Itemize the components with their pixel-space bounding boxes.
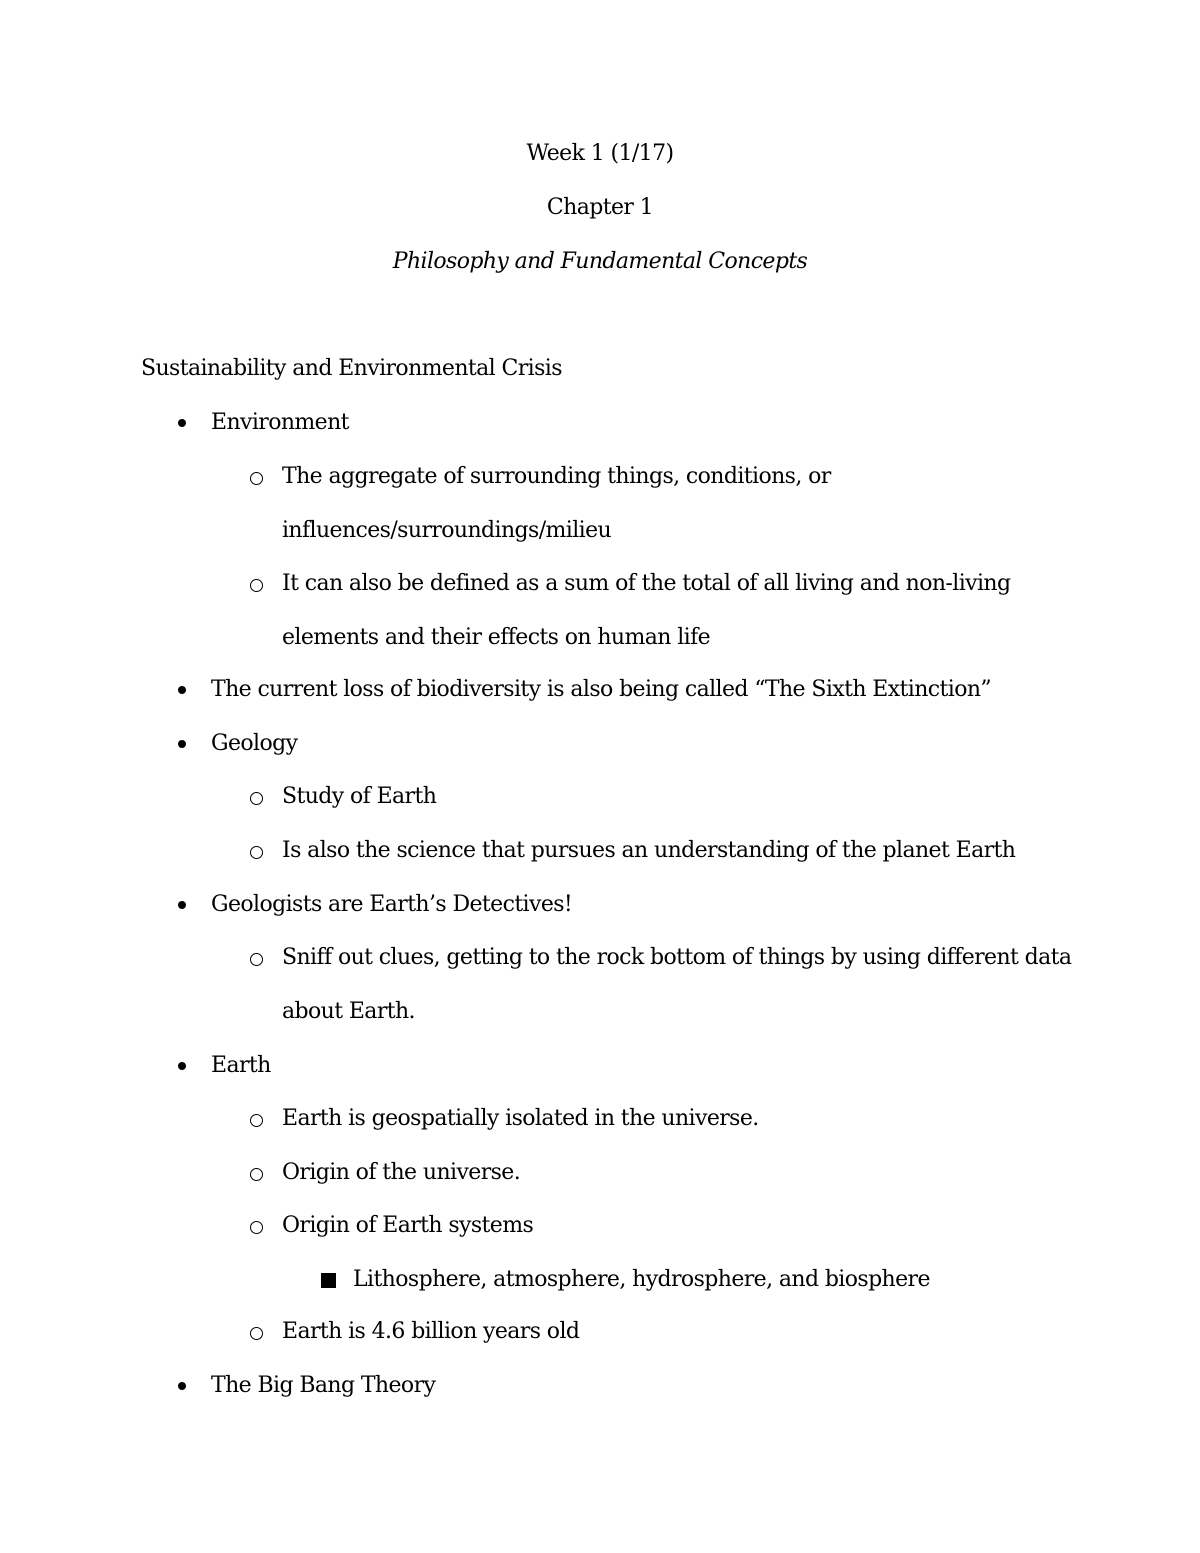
list-item-geology-def1: Study of Earth xyxy=(282,784,437,809)
bullet-circle-icon xyxy=(250,792,263,805)
bullet-disc-icon xyxy=(178,740,186,748)
list-item-earth: Earth xyxy=(211,1053,271,1078)
list-item-environment-def2: It can also be defined as a sum of the total of all living and non-living xyxy=(282,571,1011,596)
bullet-circle-icon xyxy=(250,472,263,485)
bullet-disc-icon xyxy=(178,901,186,909)
bullet-circle-icon xyxy=(250,1114,263,1127)
list-item-geology-def2: Is also the science that pursues an understanding of the planet Earth xyxy=(282,838,1016,863)
list-item-earth-point1: Earth is geospatially isolated in the universe. xyxy=(282,1106,759,1131)
list-item-geologists: Geologists are Earth’s Detectives! xyxy=(211,892,573,917)
section-heading: Sustainability and Environmental Crisis xyxy=(141,356,562,381)
week-heading: Week 1 (1/17) xyxy=(526,141,674,166)
list-item-environment-def1-cont: influences/surroundings/milieu xyxy=(282,518,612,543)
bullet-circle-icon xyxy=(250,1221,263,1234)
bullet-disc-icon xyxy=(178,1062,186,1070)
list-item-biodiversity: The current loss of biodiversity is also being called “The Sixth Extinction” xyxy=(211,677,992,702)
bullet-circle-icon xyxy=(250,846,263,859)
list-item-earth-point2: Origin of the universe. xyxy=(282,1160,521,1185)
bullet-circle-icon xyxy=(250,1168,263,1181)
list-item-geologists-def-cont: about Earth. xyxy=(282,999,415,1024)
list-item-environment: Environment xyxy=(211,410,349,435)
list-item-big-bang: The Big Bang Theory xyxy=(211,1373,436,1398)
bullet-circle-icon xyxy=(250,579,263,592)
list-item-environment-def1: The aggregate of surrounding things, conditions, or xyxy=(282,464,831,489)
bullet-disc-icon xyxy=(178,686,186,694)
bullet-square-icon xyxy=(321,1273,336,1288)
bullet-circle-icon xyxy=(250,1327,263,1340)
list-item-earth-point3-sub: Lithosphere, atmosphere, hydrosphere, and biosphere xyxy=(353,1267,930,1292)
bullet-disc-icon xyxy=(178,419,186,427)
bullet-circle-icon xyxy=(250,953,263,966)
list-item-geology: Geology xyxy=(211,731,298,756)
list-item-earth-point4: Earth is 4.6 billion years old xyxy=(282,1319,580,1344)
chapter-subtitle: Philosophy and Fundamental Concepts xyxy=(392,249,808,274)
list-item-geologists-def: Sniff out clues, getting to the rock bottom of things by using different data xyxy=(282,945,1072,970)
list-item-earth-point3: Origin of Earth systems xyxy=(282,1213,534,1238)
bullet-disc-icon xyxy=(178,1382,186,1390)
list-item-environment-def2-cont: elements and their effects on human life xyxy=(282,625,711,650)
chapter-heading: Chapter 1 xyxy=(546,195,654,220)
